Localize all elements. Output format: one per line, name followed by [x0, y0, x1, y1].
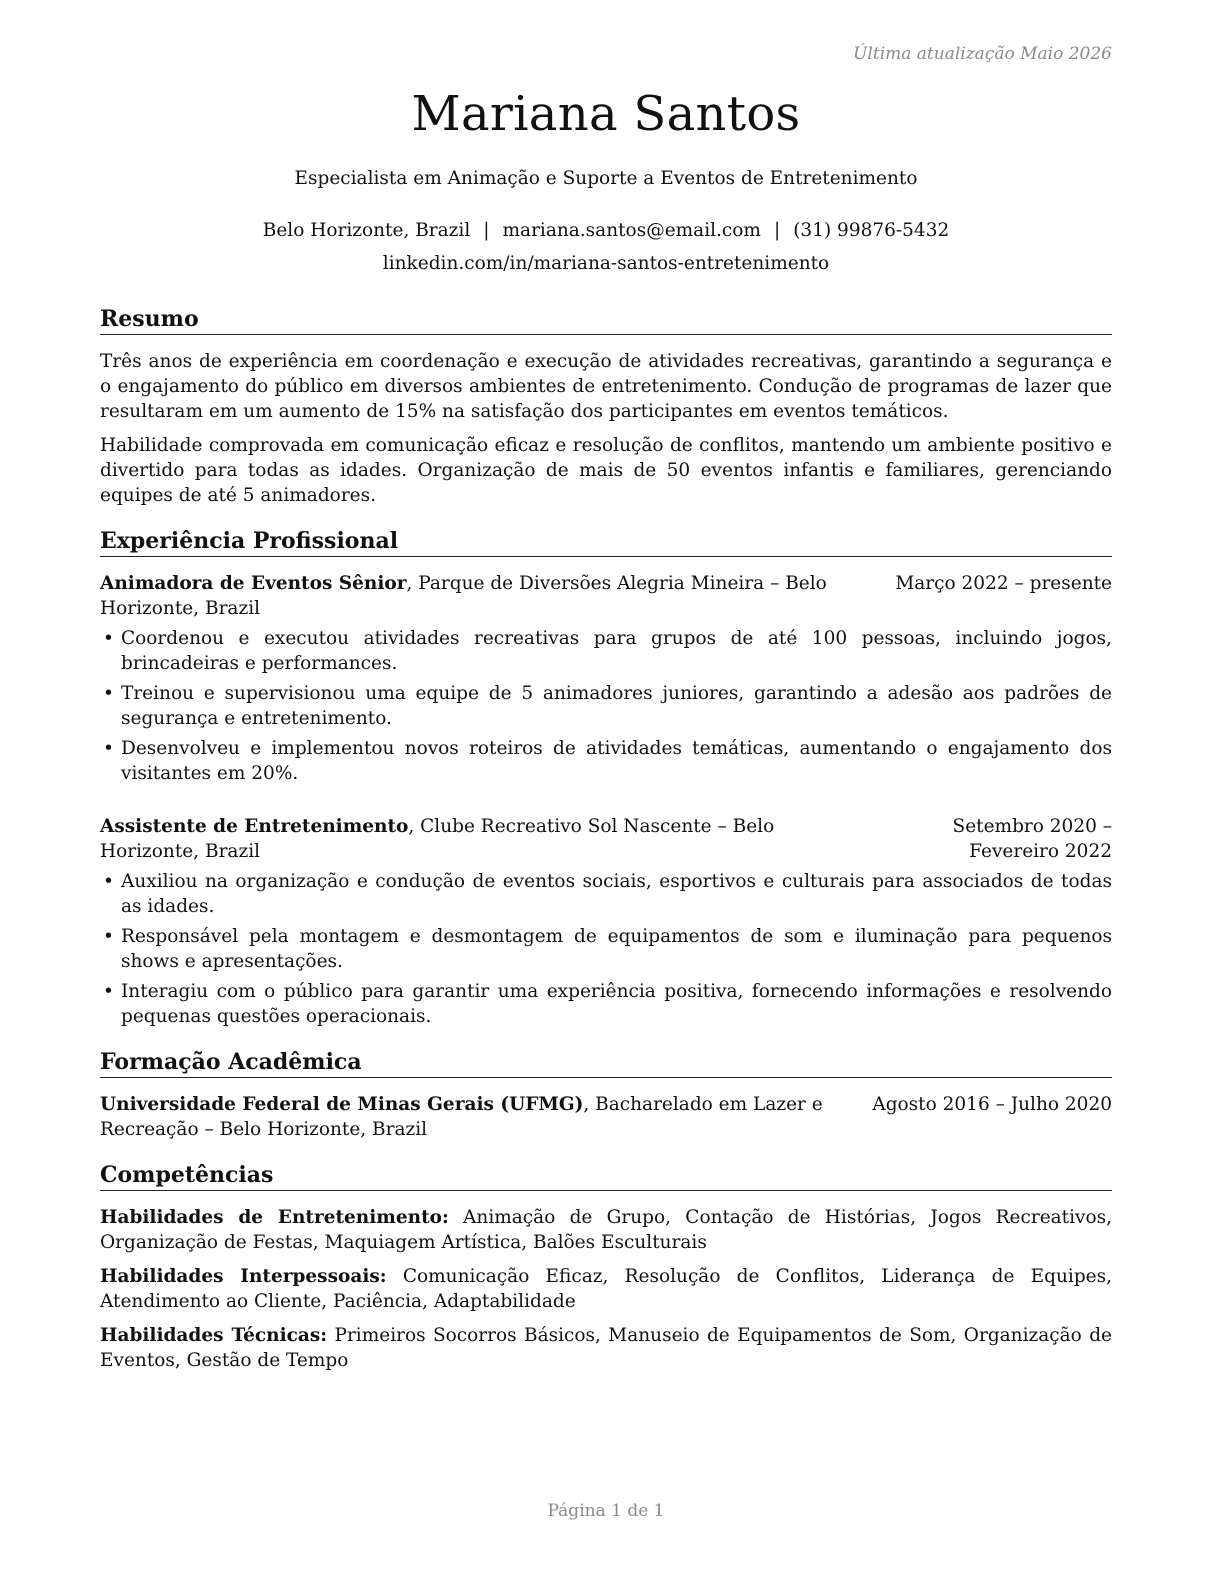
- job-dates: Março 2022 – presente: [895, 573, 1112, 594]
- skill-group: [100, 1323, 1112, 1373]
- last-updated: Última atualização Maio 2026: [853, 44, 1112, 64]
- skill-group-label: Habilidades Técnicas:: [100, 1325, 328, 1346]
- list-item: • Responsável pela montagem e desmontagem de equipamentos de som e iluminação para pequenos shows e apresentações.: [103, 926, 1112, 972]
- linkedin-link[interactable]: linkedin.com/in/mariana-santos-entretenimento: [382, 253, 830, 274]
- education-entry: [100, 1078, 1112, 1142]
- list-item: • Treinou e supervisionou uma equipe de 5 animadores juniores, garantindo a adesão aos padrões de segurança e entretenimento.: [103, 683, 1112, 729]
- separator: |: [773, 220, 781, 241]
- resume-body: [100, 304, 1112, 1373]
- list-item: • Desenvolveu e implementou novos roteiros de atividades temáticas, aumentando o engajamento dos visitantes em 20%.: [103, 738, 1112, 784]
- experience-section: [100, 526, 1112, 1029]
- email-link[interactable]: mariana.santos@email.com: [502, 220, 761, 241]
- list-item: • Auxiliou na organização e condução de eventos sociais, esportivos e culturais para associados de todas as idades.: [103, 871, 1112, 917]
- job-org: , Clube Recreativo Sol Nascente – Belo Horizonte, Brazil: [100, 816, 775, 862]
- candidate-name: Mariana Santos: [411, 86, 801, 142]
- list-item: • Coordenou e executou atividades recreativas para grupos de até 100 pessoas, incluindo jogos, brincadeiras e performances.: [103, 628, 1112, 674]
- job-org: , Parque de Diversões Alegria Mineira – Belo Horizonte, Brazil: [100, 573, 827, 619]
- list-item: • Interagiu com o público para garantir uma experiência positiva, fornecendo informações e resolvendo pequenas questões operacionais.: [103, 981, 1112, 1027]
- degree: , Bacharelado em Lazer e Recreação – Belo Horizonte, Brazil: [100, 1094, 823, 1140]
- skill-group-items: Comunicação Eficaz, Resolução de Conflitos, Liderança de Equipes, Atendimento ao Cliente, Paciência, Adaptabilidade: [100, 1266, 1113, 1312]
- resume-page: [100, 0, 1112, 1584]
- job-role: Animadora de Eventos Sênior: [100, 573, 407, 594]
- section-title-skills: Competências: [100, 1160, 1112, 1191]
- school-name: Universidade Federal de Minas Gerais (UFMG): [100, 1094, 584, 1115]
- skills-section: [100, 1160, 1112, 1373]
- job-bullets: [100, 626, 1112, 786]
- section-title-education: Formação Acadêmica: [100, 1047, 1112, 1078]
- education-dates: Agosto 2016 – Julho 2020: [872, 1094, 1112, 1115]
- page-number: Página 1 de 1: [547, 1501, 665, 1521]
- education-section: [100, 1047, 1112, 1142]
- skill-group-items: Animação de Grupo, Contação de Histórias, Jogos Recreativos, Organização de Festas, Maquiagem Artística, Balões Esculturais: [100, 1207, 1112, 1253]
- summary-paragraph: Três anos de experiência em coordenação e execução de atividades recreativas, garantindo a segurança e o engajamento do público em diversos ambientes de entretenimento. Condução de programas de lazer que resultaram em um aumento de 15% na satisfação dos participantes em eventos temáticos.: [100, 351, 1112, 422]
- job-entry: [100, 791, 1112, 1029]
- phone: (31) 99876-5432: [793, 220, 950, 241]
- contact-line: [100, 220, 1112, 241]
- skill-group: [100, 1264, 1112, 1314]
- skill-group: [100, 1205, 1112, 1255]
- summary-section: [100, 304, 1112, 508]
- section-title-summary: Resumo: [100, 304, 1112, 335]
- job-bullets: [100, 869, 1112, 1029]
- job-dates: Setembro 2020 – Fevereiro 2022: [952, 816, 1112, 862]
- skill-group-label: Habilidades de Entretenimento:: [100, 1207, 449, 1228]
- skill-group-items: Primeiros Socorros Básicos, Manuseio de Equipamentos de Som, Organização de Eventos, Gestão de Tempo: [100, 1325, 1112, 1371]
- headline: Especialista em Animação e Suporte a Eventos de Entretenimento: [294, 168, 918, 189]
- separator: |: [483, 220, 490, 241]
- job-role: Assistente de Entretenimento: [100, 816, 409, 837]
- section-title-experience: Experiência Profissional: [100, 526, 1112, 557]
- location: Belo Horizonte, Brazil: [262, 220, 471, 241]
- summary-paragraph: Habilidade comprovada em comunicação eficaz e resolução de conflitos, mantendo um ambiente positivo e divertido para todas as idades. Organização de mais de 50 eventos infantis e familiares, gerenciando equipes de até 5 animadores.: [100, 435, 1112, 506]
- job-entry: [100, 557, 1112, 786]
- skill-group-label: Habilidades Interpessoais:: [100, 1266, 387, 1287]
